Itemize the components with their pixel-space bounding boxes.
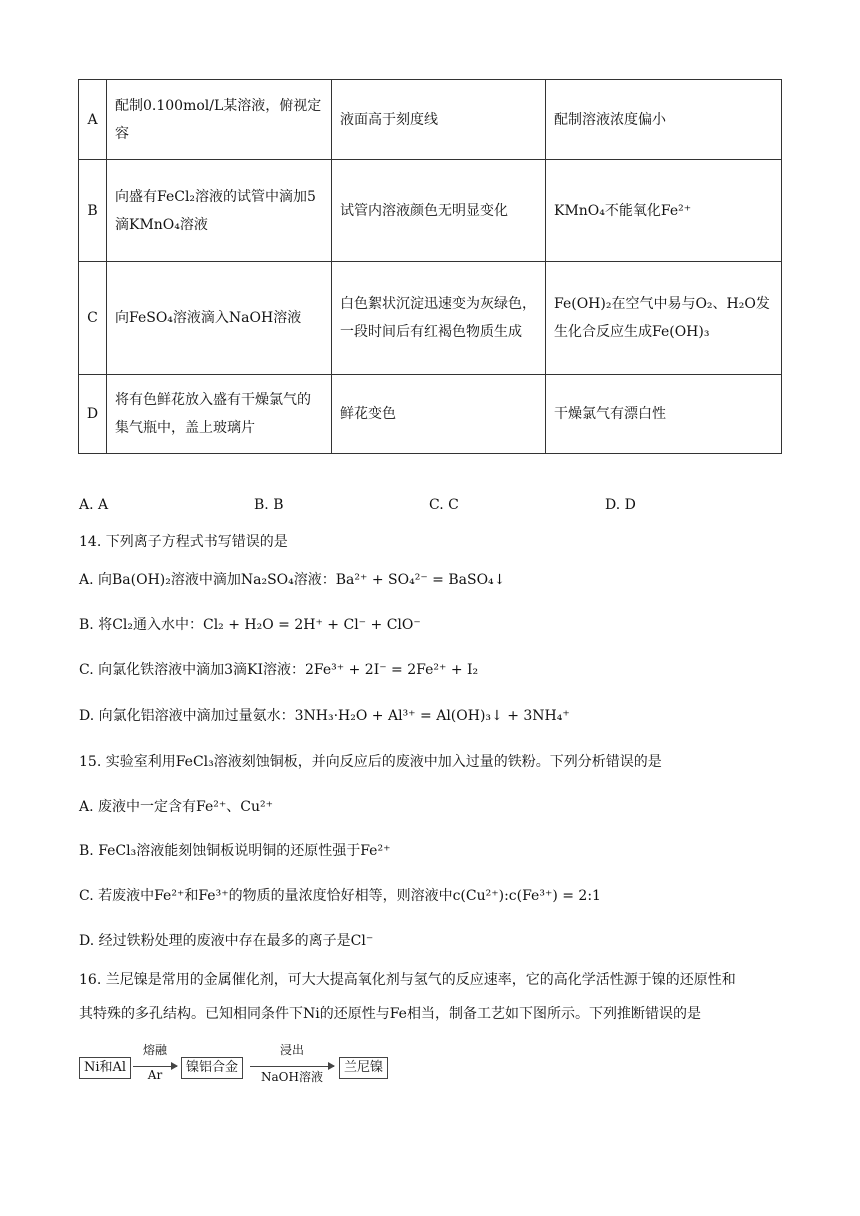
flow-arrow-2-top-label: 浸出 [279, 1043, 304, 1057]
experiment-table [78, 79, 782, 454]
choice-a[interactable]: A. A [79, 497, 109, 513]
q14-option-a[interactable]: A. 向Ba(OH)₂溶液中滴加Na₂SO₄溶液：Ba²⁺ + SO₄²⁻ = BaSO₄↓ [79, 572, 506, 588]
flow-arrow-1-bottom-label: Ar [147, 1068, 163, 1082]
row-label: C [79, 262, 107, 375]
q15-option-c[interactable]: C. 若废液中Fe²⁺和Fe³⁺的物质的量浓度恰好相等，则溶液中c(Cu²⁺):c(Fe³⁺) = 2:1 [79, 888, 601, 904]
q16-stem-line2: 其特殊的多孔结构。已知相同条件下Ni的还原性与Fe相当，制备工艺如下图所示。下列推断错误的是 [79, 1006, 701, 1022]
phenomenon-cell: 鲜花变色 [332, 375, 546, 454]
process-flow-diagram [79, 1043, 409, 1086]
q15-option-b[interactable]: B. FeCl₃溶液能刻蚀铜板说明铜的还原性强于Fe²⁺ [79, 843, 391, 859]
operation-cell: 向FeSO₄溶液滴入NaOH溶液 [107, 262, 332, 375]
phenomenon-cell: 试管内溶液颜色无明显变化 [332, 160, 546, 262]
row-label: B [79, 160, 107, 262]
conclusion-cell: 配制溶液浓度偏小 [546, 80, 782, 160]
q15-option-d[interactable]: D. 经过铁粉处理的废液中存在最多的离子是Cl⁻ [79, 933, 374, 949]
choice-c[interactable]: C. C [429, 497, 459, 513]
q14-option-b[interactable]: B. 将Cl₂通入水中：Cl₂ + H₂O = 2H⁺ + Cl⁻ + ClO⁻ [79, 617, 421, 633]
q15-option-a[interactable]: A. 废液中一定含有Fe²⁺、Cu²⁺ [79, 799, 273, 815]
conclusion-cell: Fe(OH)₂在空气中易与O₂、H₂O发生化合反应生成Fe(OH)₃ [546, 262, 782, 375]
q16-stem-line1: 16. 兰尼镍是常用的金属催化剂，可大大提高氧化剂与氢气的反应速率，它的高化学活性源于镍的还原性和 [79, 972, 736, 988]
q14-stem: 14. 下列离子方程式书写错误的是 [79, 534, 288, 550]
flow-arrow-1-top-label: 熔融 [142, 1043, 167, 1057]
choice-d[interactable]: D. D [605, 497, 636, 513]
row-label: D [79, 375, 107, 454]
q14-option-d[interactable]: D. 向氯化铝溶液中滴加过量氨水：3NH₃·H₂O + Al³⁺ = Al(OH)₃↓ + 3NH₄⁺ [79, 708, 570, 724]
phenomenon-cell: 白色絮状沉淀迅速变为灰绿色，一段时间后有红褐色物质生成 [332, 262, 546, 375]
table-row [79, 160, 782, 262]
operation-cell: 将有色鲜花放入盛有干燥氯气的集气瓶中，盖上玻璃片 [107, 375, 332, 454]
q15-stem: 15. 实验室利用FeCl₃溶液刻蚀铜板，并向反应后的废液中加入过量的铁粉。下列分析错误的是 [79, 754, 662, 770]
flow-arrow-1 [133, 1066, 177, 1067]
operation-cell: 向盛有FeCl₂溶液的试管中滴加5滴KMnO₄溶液 [107, 160, 332, 262]
flow-box-raw-materials: Ni和Al [79, 1057, 131, 1079]
flow-arrow-2-bottom-label: NaOH溶液 [261, 1070, 323, 1084]
conclusion-cell: KMnO₄不能氧化Fe²⁺ [546, 160, 782, 262]
flow-arrow-2 [250, 1066, 334, 1067]
operation-cell: 配制0.100mol/L某溶液，俯视定容 [107, 80, 332, 160]
flow-box-alloy: 镍铝合金 [181, 1057, 243, 1079]
table-row [79, 375, 782, 454]
table-row [79, 262, 782, 375]
conclusion-cell: 干燥氯气有漂白性 [546, 375, 782, 454]
choice-b[interactable]: B. B [254, 497, 284, 513]
row-label: A [79, 80, 107, 160]
phenomenon-cell: 液面高于刻度线 [332, 80, 546, 160]
table-row [79, 80, 782, 160]
flow-box-product: 兰尼镍 [339, 1057, 388, 1079]
q14-option-c[interactable]: C. 向氯化铁溶液中滴加3滴KI溶液：2Fe³⁺ + 2I⁻ = 2Fe²⁺ + I₂ [79, 662, 479, 678]
